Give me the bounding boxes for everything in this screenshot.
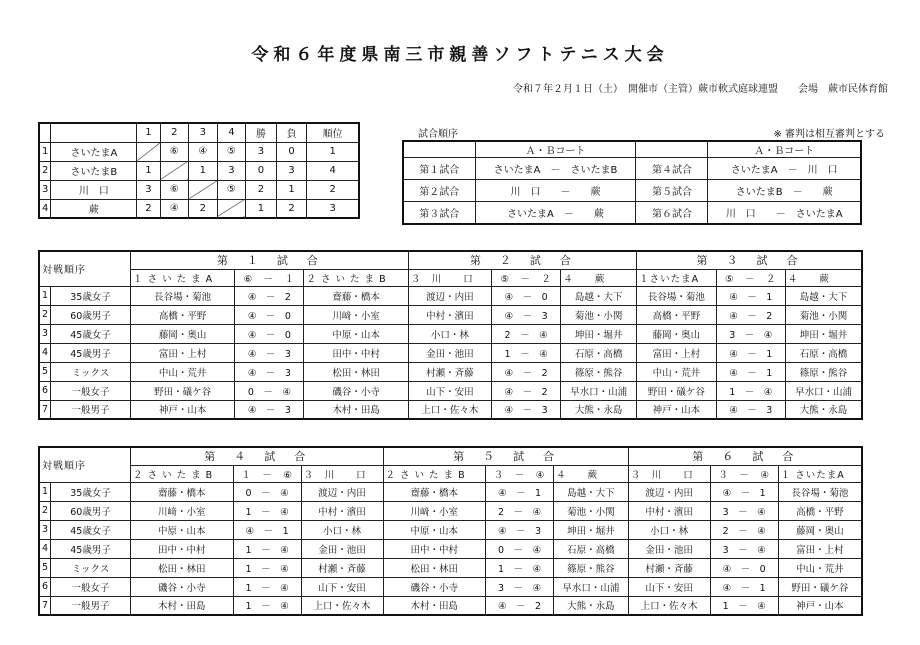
row-number: 7 xyxy=(39,400,51,419)
left-pair: 小口・林 xyxy=(628,520,710,539)
match-row xyxy=(39,362,862,381)
right-pair: 田中・中村 xyxy=(304,343,408,362)
right-pair: 早水口・山浦 xyxy=(561,381,637,400)
pair-score: ④ － 1 xyxy=(710,482,778,501)
game-right-team: ４ 蕨 xyxy=(785,269,862,286)
match-pairing: さいたまA － 蕨 xyxy=(475,202,636,224)
result-cell xyxy=(189,180,218,199)
right-pair: 篠原・熊谷 xyxy=(561,362,637,381)
match-order-label: 対戦順序 xyxy=(39,251,131,286)
court-label: Ａ・Ｂコート xyxy=(708,141,861,158)
right-pair: 石原・高橋 xyxy=(561,343,637,362)
match-pairing: 川 口 － 蕨 xyxy=(475,180,636,202)
order-header-blank xyxy=(403,141,475,158)
wins-cell: 2 xyxy=(246,180,277,199)
result-cell xyxy=(217,199,246,218)
game-title: 第 ２ 試 合 xyxy=(408,251,636,269)
right-pair: 野田・礒ケ谷 xyxy=(778,577,862,596)
category-cell: 一般女子 xyxy=(51,577,131,596)
pair-score: ④ － 0 xyxy=(235,305,304,324)
right-pair: 中村・濱田 xyxy=(301,501,383,520)
category-cell: ミックス xyxy=(51,558,131,577)
standings-header-cell: 4 xyxy=(217,123,246,142)
pair-score: ④ － 3 xyxy=(235,343,304,362)
left-pair: 中山・荒井 xyxy=(131,362,235,381)
pair-score: ④ － 1 xyxy=(716,362,785,381)
game-title: 第 ３ 試 合 xyxy=(637,251,862,269)
right-pair: 早水口・山浦 xyxy=(554,577,629,596)
event-info: 令和７年２月１日（土） 開催市（主管）蕨市軟式庭球連盟 会場 蕨市民体育館 xyxy=(513,84,888,95)
left-pair: 川﨑・小室 xyxy=(383,501,486,520)
game-left-team: １さいたまA xyxy=(637,269,717,286)
left-pair: 高橋・平野 xyxy=(637,305,717,324)
pair-score: 1 － ④ xyxy=(233,501,301,520)
standings-header-cell: 勝 xyxy=(246,123,277,142)
game-left-team: ３ 川 口 xyxy=(628,465,710,482)
row-number: 5 xyxy=(39,558,51,577)
order-row xyxy=(403,202,861,224)
row-number: 7 xyxy=(39,596,51,615)
pair-score: ④ － 2 xyxy=(486,596,554,615)
pair-score: ④ － 3 xyxy=(235,362,304,381)
left-pair: 富田・上村 xyxy=(131,343,235,362)
left-pair: 磯谷・小寺 xyxy=(131,577,234,596)
right-pair: 金田・池田 xyxy=(301,539,383,558)
match-order-table xyxy=(402,140,862,225)
left-pair: 野田・礒ケ谷 xyxy=(637,381,717,400)
standings-header-cell: 1 xyxy=(137,123,160,142)
right-pair: 篠原・熊谷 xyxy=(785,362,862,381)
left-pair: 長谷場・菊池 xyxy=(637,286,717,305)
standings-row xyxy=(39,199,359,218)
row-number: 3 xyxy=(39,520,51,539)
game-score: ⑤ － ２ xyxy=(491,269,560,286)
order-header-blank xyxy=(636,141,708,158)
left-pair: 渡辺・内田 xyxy=(408,286,491,305)
standings-row xyxy=(39,142,359,161)
left-pair: 上口・佐々木 xyxy=(408,400,491,419)
rank-cell: 3 xyxy=(307,199,359,218)
match-row xyxy=(39,343,862,362)
standings-table xyxy=(38,122,360,219)
game-teams-row xyxy=(39,465,862,482)
pair-score: ④ － 2 xyxy=(491,362,560,381)
category-cell: 60歳男子 xyxy=(51,501,131,520)
game-right-team: ２ さ い た ま B xyxy=(304,269,408,286)
standings-row xyxy=(39,161,359,180)
right-pair: 大熊・永島 xyxy=(785,400,862,419)
right-pair: 木村・田島 xyxy=(304,400,408,419)
left-pair: 上口・佐々木 xyxy=(628,596,710,615)
left-pair: 松田・林田 xyxy=(131,558,234,577)
right-pair: 長谷場・菊池 xyxy=(778,482,862,501)
pair-score: 1 － ④ xyxy=(716,381,785,400)
right-pair: 中山・荒井 xyxy=(778,558,862,577)
right-pair: 菊池・小関 xyxy=(554,501,629,520)
wins-cell: 3 xyxy=(246,142,277,161)
result-cell: 2 xyxy=(189,199,218,218)
match-pairing: さいたまB － 蕨 xyxy=(708,180,861,202)
match-number: 第３試合 xyxy=(403,202,475,224)
row-number: 1 xyxy=(39,142,51,161)
left-pair: 山下・安田 xyxy=(628,577,710,596)
result-cell: 2 xyxy=(137,199,160,218)
row-number: 3 xyxy=(39,180,51,199)
right-pair: 藤岡・奥山 xyxy=(778,520,862,539)
pair-score: 0 － ④ xyxy=(235,381,304,400)
right-pair: 川﨑・小室 xyxy=(304,305,408,324)
match-pairing: さいたまA － さいたまB xyxy=(475,158,636,180)
category-cell: 一般男子 xyxy=(51,596,131,615)
match-number: 第２試合 xyxy=(403,180,475,202)
left-pair: 小口・林 xyxy=(408,324,491,343)
right-pair: 菊池・小関 xyxy=(785,305,862,324)
matches-table-1-3 xyxy=(38,250,863,420)
game-left-team: ２ さ い た ま B xyxy=(131,465,234,482)
pair-score: ④ － 1 xyxy=(710,577,778,596)
category-cell: 一般男子 xyxy=(51,400,131,419)
pair-score: ④ － 1 xyxy=(486,482,554,501)
pair-score: 1 － ④ xyxy=(491,343,560,362)
pair-score: ④ － 2 xyxy=(235,286,304,305)
result-cell: ⑥ xyxy=(160,142,189,161)
pair-score: 1 － ④ xyxy=(233,558,301,577)
left-pair: 松田・林田 xyxy=(383,558,486,577)
rank-cell: 4 xyxy=(307,161,359,180)
team-name: さいたまB xyxy=(51,161,137,180)
pair-score: ④ － 3 xyxy=(716,400,785,419)
pair-score: 1 － ④ xyxy=(233,539,301,558)
matches-table-4-6 xyxy=(38,446,863,616)
game-score: ３ － ④ xyxy=(710,465,778,482)
left-pair: 川﨑・小室 xyxy=(131,501,234,520)
court-label: Ａ・Ｂコート xyxy=(475,141,636,158)
game-right-team: ３ 川 口 xyxy=(301,465,383,482)
match-row xyxy=(39,558,862,577)
category-cell: 45歳女子 xyxy=(51,324,131,343)
right-pair: 神戸・山本 xyxy=(778,596,862,615)
pair-score: 0 － ④ xyxy=(233,482,301,501)
left-pair: 高橋・平野 xyxy=(131,305,235,324)
row-number: 2 xyxy=(39,161,51,180)
right-pair: 坤田・堀井 xyxy=(554,520,629,539)
pair-score: 3 － ④ xyxy=(710,539,778,558)
referee-note: ※ 審判は相互審判とする xyxy=(773,129,885,140)
right-pair: 富田・上村 xyxy=(778,539,862,558)
pair-score: ④ － 1 xyxy=(716,343,785,362)
right-pair: 上口・佐々木 xyxy=(301,596,383,615)
right-pair: 齋藤・橋本 xyxy=(304,286,408,305)
left-pair: 村瀬・斉藤 xyxy=(408,362,491,381)
standings-header-cell xyxy=(39,123,51,142)
left-pair: 神戸・山本 xyxy=(131,400,235,419)
category-cell: 一般女子 xyxy=(51,381,131,400)
left-pair: 神戸・山本 xyxy=(637,400,717,419)
wins-cell: 0 xyxy=(246,161,277,180)
pair-score: ④ － 3 xyxy=(491,305,560,324)
left-pair: 中村・濱田 xyxy=(408,305,491,324)
game-score: ⑤ － ２ xyxy=(716,269,785,286)
match-row xyxy=(39,482,862,501)
row-number: 2 xyxy=(39,501,51,520)
left-pair: 山下・安田 xyxy=(408,381,491,400)
left-pair: 野田・礒ケ谷 xyxy=(131,381,235,400)
left-pair: 齋藤・橋本 xyxy=(131,482,234,501)
right-pair: 島越・大下 xyxy=(554,482,629,501)
team-name: 川 口 xyxy=(51,180,137,199)
right-pair: 石原・高橋 xyxy=(554,539,629,558)
row-number: 4 xyxy=(39,539,51,558)
pair-score: ④ － 2 xyxy=(716,305,785,324)
result-cell xyxy=(160,161,189,180)
match-number: 第４試合 xyxy=(636,158,708,180)
left-pair: 木村・田島 xyxy=(131,596,234,615)
result-cell: 3 xyxy=(217,161,246,180)
rank-cell: 1 xyxy=(307,142,359,161)
category-cell: ミックス xyxy=(51,362,131,381)
row-number: 6 xyxy=(39,381,51,400)
left-pair: 金田・池田 xyxy=(408,343,491,362)
category-cell: 60歳男子 xyxy=(51,305,131,324)
row-number: 1 xyxy=(39,286,51,305)
losses-cell: 3 xyxy=(276,161,307,180)
match-order-label: 対戦順序 xyxy=(39,447,131,482)
pair-score: 3 － ④ xyxy=(710,501,778,520)
right-pair: 島越・大下 xyxy=(785,286,862,305)
pair-score: ④ － 0 xyxy=(710,558,778,577)
row-number: 1 xyxy=(39,482,51,501)
match-row xyxy=(39,596,862,615)
standings-header-cell: 負 xyxy=(276,123,307,142)
result-cell: 1 xyxy=(137,161,160,180)
left-pair: 磯谷・小寺 xyxy=(383,577,486,596)
game-left-team: ３ 川 口 xyxy=(408,269,491,286)
match-row xyxy=(39,539,862,558)
right-pair: 大熊・永島 xyxy=(561,400,637,419)
pair-score: ④ － 2 xyxy=(491,381,560,400)
game-title: 第 ４ 試 合 xyxy=(131,447,383,465)
standings-header-cell: 順位 xyxy=(307,123,359,142)
game-left-team: ２ さ い た ま B xyxy=(383,465,486,482)
page-title: 令和６年度県南三市親善ソフトテニス大会 xyxy=(251,45,669,65)
right-pair: 中原・山本 xyxy=(304,324,408,343)
result-cell: ⑤ xyxy=(217,180,246,199)
pair-score: ④ － 3 xyxy=(235,400,304,419)
result-cell xyxy=(137,142,160,161)
game-title: 第 ５ 試 合 xyxy=(383,447,628,465)
pair-score: 3 － ④ xyxy=(486,577,554,596)
left-pair: 中原・山本 xyxy=(131,520,234,539)
match-row xyxy=(39,520,862,539)
result-cell: ④ xyxy=(189,142,218,161)
right-pair: 坤田・堀井 xyxy=(561,324,637,343)
game-score: ⑥ － １ xyxy=(235,269,304,286)
result-cell: ⑤ xyxy=(217,142,246,161)
standings-header-cell: 3 xyxy=(189,123,218,142)
row-number: 4 xyxy=(39,199,51,218)
wins-cell: 1 xyxy=(246,199,277,218)
standings-header-row xyxy=(39,123,359,142)
order-label: 試合順序 xyxy=(418,129,458,140)
category-cell: 45歳男子 xyxy=(51,539,131,558)
match-number: 第１試合 xyxy=(403,158,475,180)
pair-score: 1 － ④ xyxy=(710,596,778,615)
pair-score: 2 － ④ xyxy=(491,324,560,343)
left-pair: 田中・中村 xyxy=(383,539,486,558)
right-pair: 大熊・永島 xyxy=(554,596,629,615)
standings-row xyxy=(39,180,359,199)
pair-score: ④ － 1 xyxy=(233,520,301,539)
match-number: 第５試合 xyxy=(636,180,708,202)
game-title: 第 １ 試 合 xyxy=(131,251,409,269)
game-title-row xyxy=(39,447,862,465)
match-number: 第６試合 xyxy=(636,202,708,224)
category-cell: 35歳女子 xyxy=(51,482,131,501)
row-number: 6 xyxy=(39,577,51,596)
right-pair: 高橋・平野 xyxy=(778,501,862,520)
right-pair: 早水口・山浦 xyxy=(785,381,862,400)
pair-score: ④ － 0 xyxy=(235,324,304,343)
category-cell: 45歳男子 xyxy=(51,343,131,362)
right-pair: 磯谷・小寺 xyxy=(304,381,408,400)
right-pair: 松田・林田 xyxy=(304,362,408,381)
standings-header-cell: 2 xyxy=(160,123,189,142)
pair-score: 1 － ④ xyxy=(486,558,554,577)
game-title: 第 ６ 試 合 xyxy=(628,447,862,465)
category-cell: 35歳女子 xyxy=(51,286,131,305)
row-number: 5 xyxy=(39,362,51,381)
losses-cell: 0 xyxy=(276,142,307,161)
losses-cell: 1 xyxy=(276,180,307,199)
order-header-row xyxy=(403,141,861,158)
game-left-team: １ さ い た ま A xyxy=(131,269,235,286)
game-teams-row xyxy=(39,269,862,286)
pair-score: ④ － 3 xyxy=(486,520,554,539)
losses-cell: 2 xyxy=(276,199,307,218)
pair-score: 3 － ④ xyxy=(716,324,785,343)
result-cell: 1 xyxy=(189,161,218,180)
left-pair: 中原・山本 xyxy=(383,520,486,539)
game-right-team: ４ 蕨 xyxy=(561,269,637,286)
left-pair: 木村・田島 xyxy=(383,596,486,615)
left-pair: 金田・池田 xyxy=(628,539,710,558)
right-pair: 菊池・小関 xyxy=(561,305,637,324)
right-pair: 島越・大下 xyxy=(561,286,637,305)
row-number: 3 xyxy=(39,324,51,343)
result-cell: 3 xyxy=(137,180,160,199)
order-row xyxy=(403,158,861,180)
right-pair: 坤田・堀井 xyxy=(785,324,862,343)
pair-score: ④ － 0 xyxy=(491,286,560,305)
match-row xyxy=(39,400,862,419)
right-pair: 山下・安田 xyxy=(301,577,383,596)
left-pair: 富田・上村 xyxy=(637,343,717,362)
pair-score: 1 － ④ xyxy=(233,577,301,596)
order-row xyxy=(403,180,861,202)
standings-header-cell xyxy=(51,123,137,142)
pair-score: ④ － 1 xyxy=(716,286,785,305)
result-cell: ⑥ xyxy=(160,180,189,199)
right-pair: 村瀬・斉藤 xyxy=(301,558,383,577)
row-number: 2 xyxy=(39,305,51,324)
match-row xyxy=(39,305,862,324)
right-pair: 石原・高橋 xyxy=(785,343,862,362)
match-pairing: さいたまA － 川 口 xyxy=(708,158,861,180)
left-pair: 齋藤・橋本 xyxy=(383,482,486,501)
pair-score: 1 － ④ xyxy=(233,596,301,615)
right-pair: 篠原・熊谷 xyxy=(554,558,629,577)
right-pair: 渡辺・内田 xyxy=(301,482,383,501)
left-pair: 田中・中村 xyxy=(131,539,234,558)
left-pair: 村瀬・斉藤 xyxy=(628,558,710,577)
pair-score: 2 － ④ xyxy=(486,501,554,520)
team-name: 蕨 xyxy=(51,199,137,218)
left-pair: 藤岡・奥山 xyxy=(131,324,235,343)
left-pair: 藤岡・奥山 xyxy=(637,324,717,343)
game-score: １ － ⑥ xyxy=(233,465,301,482)
match-row xyxy=(39,577,862,596)
left-pair: 長谷場・菊池 xyxy=(131,286,235,305)
match-row xyxy=(39,324,862,343)
left-pair: 渡辺・内田 xyxy=(628,482,710,501)
match-row xyxy=(39,286,862,305)
pair-score: ④ － 3 xyxy=(491,400,560,419)
row-number: 4 xyxy=(39,343,51,362)
game-title-row xyxy=(39,251,862,269)
team-name: さいたまA xyxy=(51,142,137,161)
left-pair: 中山・荒井 xyxy=(637,362,717,381)
pair-score: 0 － ④ xyxy=(486,539,554,558)
match-pairing: 川 口 － さいたまA xyxy=(708,202,861,224)
rank-cell: 2 xyxy=(307,180,359,199)
left-pair: 中村・濱田 xyxy=(628,501,710,520)
game-right-team: ４ 蕨 xyxy=(554,465,629,482)
match-row xyxy=(39,501,862,520)
category-cell: 45歳女子 xyxy=(51,520,131,539)
result-cell: ④ xyxy=(160,199,189,218)
right-pair: 小口・林 xyxy=(301,520,383,539)
game-right-team: １ さいたまA xyxy=(778,465,862,482)
game-score: ３ － ④ xyxy=(486,465,554,482)
match-row xyxy=(39,381,862,400)
pair-score: 2 － ④ xyxy=(710,520,778,539)
